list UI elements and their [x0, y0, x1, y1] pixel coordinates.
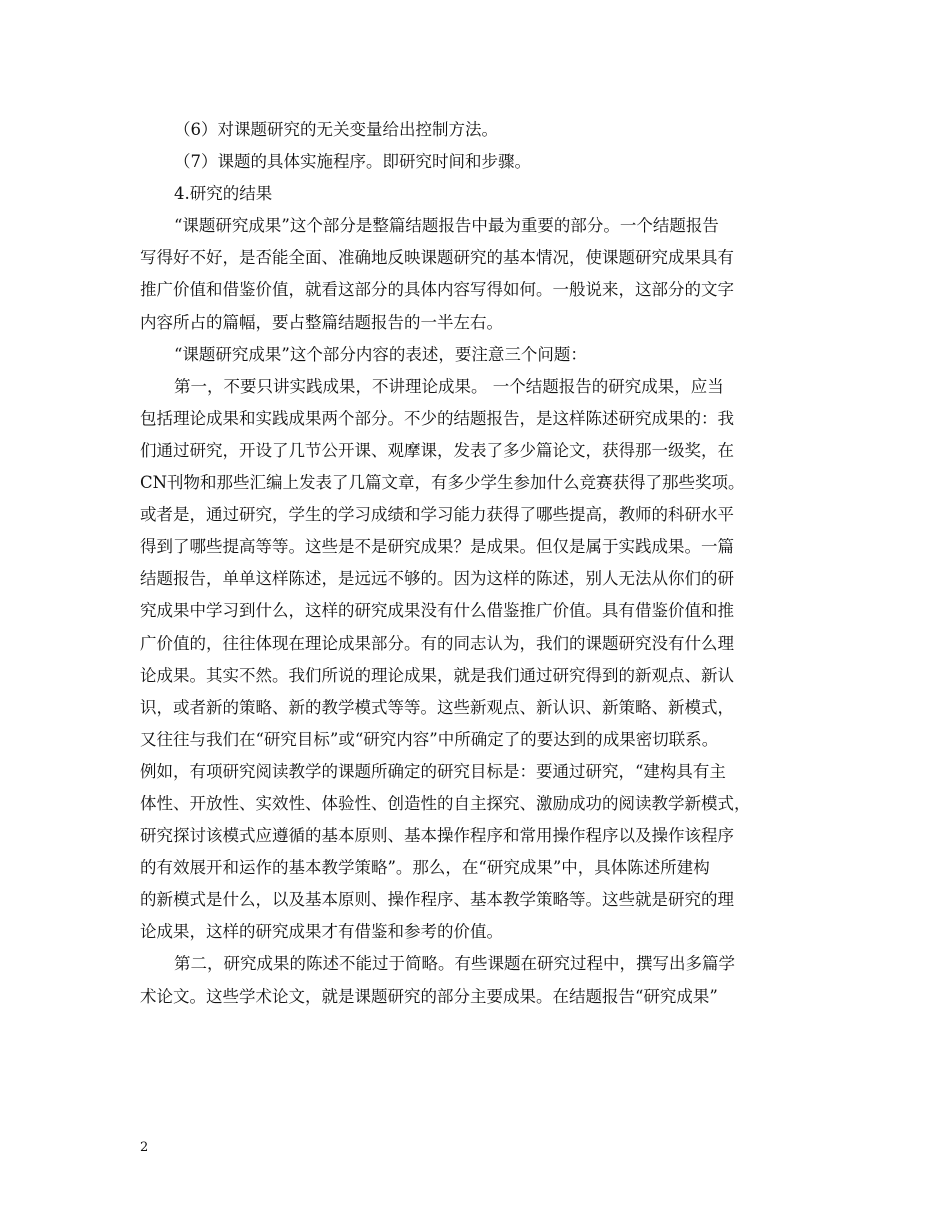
text-line: CN刊物和那些汇编上发表了几篇文章，有多少学生参加什么竞赛获得了那些奖项。	[140, 473, 745, 493]
document-body	[140, 114, 812, 1013]
text-line: 推广价值和借鉴价值，就看这部分的具体内容写得如何。一般说来，这部分的文字	[140, 280, 734, 300]
text-line: “课题研究成果”这个部分是整篇结题报告中最为重要的部分。一个结题报告	[174, 216, 719, 236]
text-line: 结题报告，单单这样陈述，是远远不够的。因为这样的陈述，别人无法从你们的研	[140, 569, 734, 589]
text-line: 第一，不要只讲实践成果，不讲理论成果。 一个结题报告的研究成果，应当	[174, 376, 724, 396]
text-line: （6）对课题研究的无关变量给出控制方法。	[174, 120, 498, 139]
text-line: 的有效展开和运作的基本教学策略”。那么，在“研究成果”中，具体陈述所建构	[140, 858, 710, 878]
page-number: 2	[140, 1140, 149, 1155]
text-line: 第二，研究成果的陈述不能过于简略。有些课题在研究过程中，撰写出多篇学	[174, 954, 735, 974]
text-line: “课题研究成果”这个部分内容的表述，要注意三个问题：	[174, 344, 587, 364]
text-line: 论成果，这样的研究成果才有借鉴和参考的价值。	[140, 922, 503, 942]
text-line: 体性、开放性、实效性、体验性、创造性的自主探究、激励成功的阅读教学新模式，	[140, 793, 751, 813]
text-line: 论成果。其实不然。我们所说的理论成果，就是我们通过研究得到的新观点、新认	[140, 665, 734, 685]
text-line: 识，或者新的策略、新的教学模式等等。这些新观点、新认识、新策略、新模式，	[140, 697, 734, 717]
text-line: 内容所占的篇幅，要占整篇结题报告的一半左右。	[140, 312, 503, 332]
text-line: 的新模式是什么，以及基本原则、操作程序、基本教学策略等。这些就是研究的理	[140, 890, 734, 910]
text-line: （7）课题的具体实施程序。即研究时间和步骤。	[174, 152, 531, 172]
text-line: 术论文。这些学术论文，就是课题研究的部分主要成果。在结题报告“研究成果”	[140, 986, 718, 1006]
text-line: 又往往与我们在“研究目标”或“研究内容”中所确定了的要达到的成果密切联系。	[140, 729, 719, 749]
text-line: 例如，有项研究阅读教学的课题所确定的研究目标是：要通过研究，“建构具有主	[140, 761, 726, 781]
text-line: 研究探讨该模式应遵循的基本原则、基本操作程序和常用操作程序以及操作该程序	[140, 826, 734, 846]
text-line: 写得好不好，是否能全面、准确地反映课题研究的基本情况，使课题研究成果具有	[140, 248, 734, 268]
text-line: 得到了哪些提高等等。这些是不是研究成果？是成果。但仅是属于实践成果。一篇	[140, 537, 734, 557]
text-line: 究成果中学习到什么，这样的研究成果没有什么借鉴推广价值。具有借鉴价值和推	[140, 601, 734, 621]
text-line: 4.研究的结果	[174, 184, 273, 204]
text-line: 包括理论成果和实践成果两个部分。不少的结题报告，是这样陈述研究成果的：我	[140, 408, 734, 428]
text-line: 广价值的，往往体现在理论成果部分。有的同志认为，我们的课题研究没有什么理	[140, 633, 734, 653]
text-line: 或者是，通过研究，学生的学习成绩和学习能力获得了哪些提高，教师的科研水平	[140, 505, 734, 525]
text-line: 们通过研究，开设了几节公开课、观摩课，发表了多少篇论文，获得那一级奖，在	[140, 440, 734, 460]
